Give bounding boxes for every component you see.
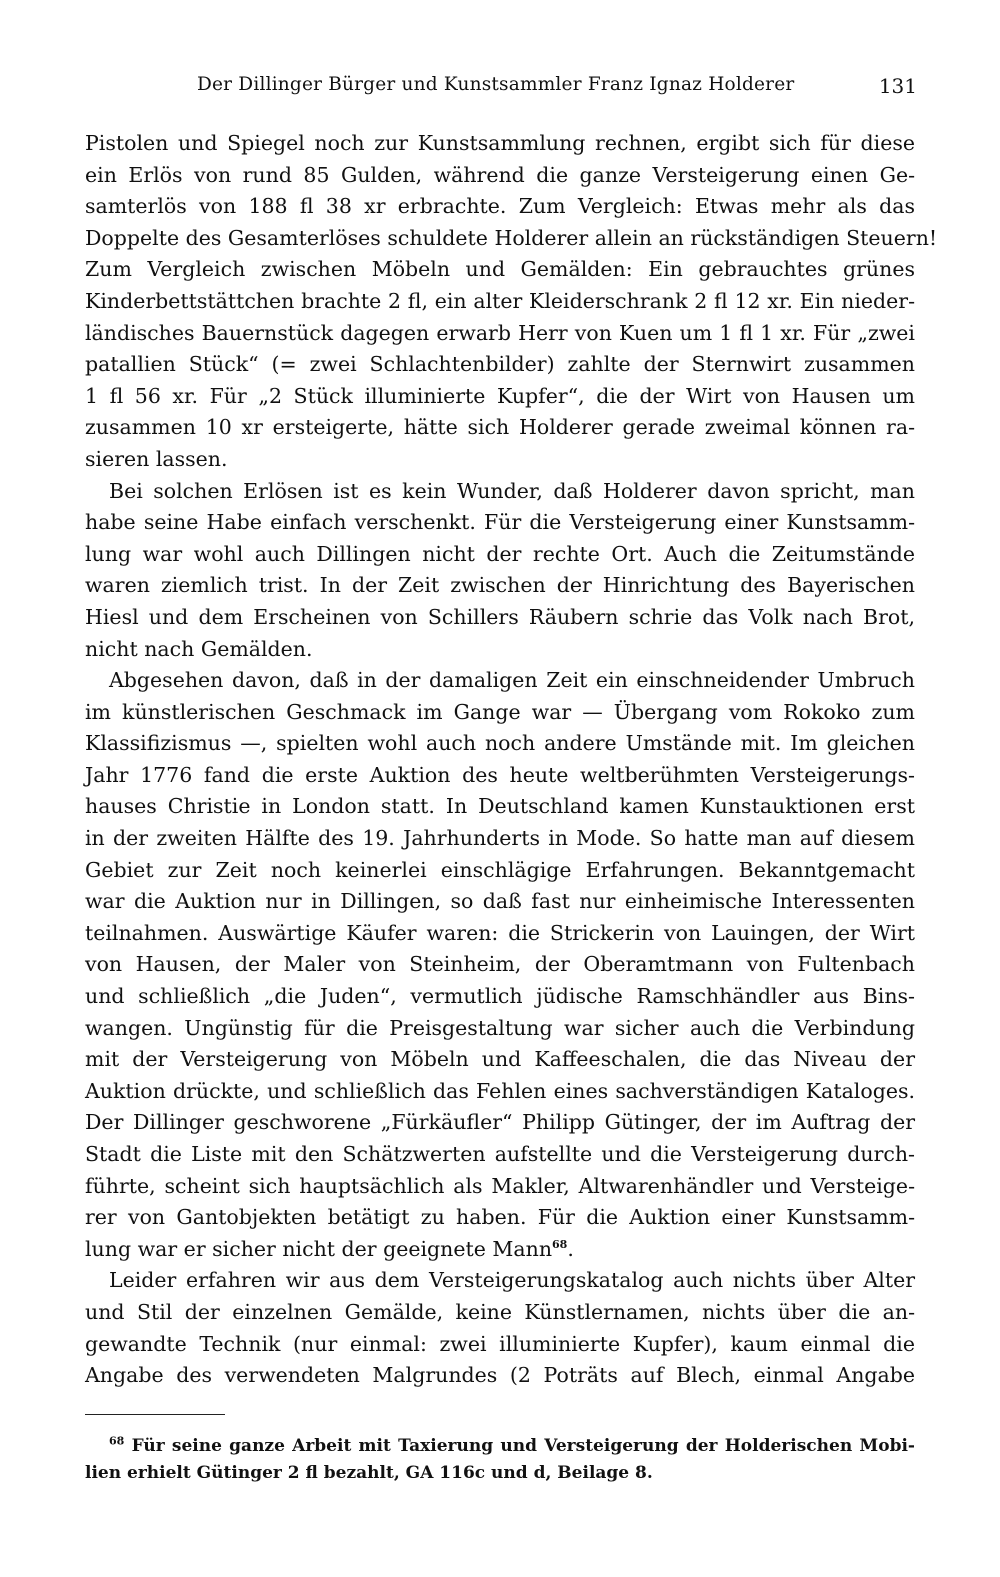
footnote-line	[85, 1433, 915, 1460]
text-line: und schließlich „die Juden“, vermutlich jüdische Ramschhändler aus Bins-	[85, 984, 915, 1009]
text-line: ein Erlös von rund 85 Gulden, während die ganze Versteigerung einen Ge-	[85, 162, 915, 187]
page-header	[197, 74, 917, 104]
text-line: Der Dillinger geschworene „Fürkäufler“ Philipp Gütinger, der im Auftrag der	[85, 1110, 915, 1135]
footnote-reference[interactable]: 68	[552, 1237, 568, 1251]
text-line: habe seine Habe einfach verschenkt. Für die Versteigerung einer Kunstsamm-	[85, 510, 915, 535]
text-line: 1 fl 56 xr. Für „2 Stück illuminierte Kupfer“, die der Wirt von Hausen um	[85, 383, 915, 408]
text-line: Pistolen und Spiegel noch zur Kunstsammlung rechnen, ergibt sich für diese	[85, 131, 915, 155]
text-line: rer von Gantobjekten betätigt zu haben. Für die Auktion einer Kunstsamm-	[85, 1205, 915, 1230]
footnote-line: lien erhielt Gütinger 2 fl bezahlt, GA 116c und d, Beilage 8.	[85, 1463, 653, 1483]
text-line: von Hausen, der Maler von Steinheim, der Oberamtmann von Fultenbach	[85, 952, 915, 977]
text-line: Zum Vergleich zwischen Möbeln und Gemälden: Ein gebrauchtes grünes	[85, 257, 915, 282]
footnote-text: Für seine ganze Arbeit mit Taxierung und Versteigerung der Holderischen Mobi-	[131, 1436, 915, 1456]
text-line: sieren lassen.	[85, 446, 228, 471]
running-title: Der Dillinger Bürger und Kunstsammler Franz Ignaz Holderer	[197, 74, 795, 95]
text-line: patallien Stück“ (= zwei Schlachtenbilder) zahlte der Sternwirt zusammen	[85, 352, 915, 377]
text-line: Hiesl und dem Erscheinen von Schillers Räubern schrie das Volk nach Brot,	[85, 604, 915, 629]
text-line: lung war wohl auch Dillingen nicht der rechte Ort. Auch die Zeitumstände	[85, 541, 915, 566]
text-line: Leider erfahren wir aus dem Versteigerungskatalog auch nichts über Alter	[109, 1268, 915, 1293]
body-text	[85, 128, 938, 1392]
text-line: Abgesehen davon, daß in der damaligen Zeit ein einschneidender Umbruch	[109, 668, 915, 693]
text-line: teilnahmen. Auswärtige Käufer waren: die Strickerin von Lauingen, der Wirt	[85, 920, 915, 945]
text-line: Doppelte des Gesamterlöses schuldete Holderer allein an rückständigen Steuern!	[85, 225, 938, 250]
footnote-divider	[85, 1414, 225, 1415]
text-line: nicht nach Gemälden.	[85, 636, 313, 661]
footnote-number: 68	[109, 1434, 125, 1448]
text-line: hauses Christie in London statt. In Deutschland kamen Kunstauktionen erst	[85, 794, 915, 819]
footnote-reference-trail: .	[567, 1236, 574, 1261]
text-line: und Stil der einzelnen Gemälde, keine Künstlernamen, nichts über die an-	[85, 1299, 915, 1324]
text-line: ländisches Bauernstück dagegen erwarb Herr von Kuen um 1 fl 1 xr. Für „zwei	[85, 320, 915, 345]
text-line-with-footnote	[85, 1234, 915, 1266]
text-line: Kinderbettstättchen brachte 2 fl, ein alter Kleiderschrank 2 fl 12 xr. Ein nieder-	[85, 288, 915, 313]
page-number: 131	[878, 74, 917, 98]
text-line: samterlös von 188 fl 38 xr erbrachte. Zum Vergleich: Etwas mehr als das	[85, 194, 915, 219]
text-line: Auktion drückte, und schließlich das Fehlen eines sachverständigen Kataloges.	[85, 1078, 915, 1103]
text-line: mit der Versteigerung von Möbeln und Kaffeeschalen, die das Niveau der	[85, 1047, 915, 1072]
text-line: Bei solchen Erlösen ist es kein Wunder, daß Holderer davon spricht, man	[109, 478, 915, 503]
text-line: im künstlerischen Geschmack im Gange war — Übergang vom Rokoko zum	[85, 699, 915, 724]
text-line: Klassifizismus —, spielten wohl auch noch andere Umstände mit. Im gleichen	[85, 731, 915, 756]
text-line-content: lung war er sicher nicht der geeignete Mann	[85, 1236, 553, 1261]
footnote	[85, 1433, 915, 1487]
text-line: Gebiet zur Zeit noch keinerlei einschlägige Erfahrungen. Bekanntgemacht	[85, 857, 915, 882]
text-line: Stadt die Liste mit den Schätzwerten aufstellte und die Versteigerung durch-	[85, 1142, 915, 1166]
text-line: führte, scheint sich hauptsächlich als Makler, Altwarenhändler und Versteige-	[85, 1173, 915, 1198]
text-line: war die Auktion nur in Dillingen, so daß fast nur einheimische Interessenten	[85, 889, 915, 914]
text-line: gewandte Technik (nur einmal: zwei illuminierte Kupfer), kaum einmal die	[85, 1331, 915, 1356]
text-line: Angabe des verwendeten Malgrundes (2 Poträts auf Blech, einmal Angabe	[85, 1363, 915, 1388]
text-line: zusammen 10 xr ersteigerte, hätte sich Holderer gerade zweimal können ra-	[85, 415, 915, 440]
text-line: wangen. Ungünstig für die Preisgestaltung war sicher auch die Verbindung	[85, 1015, 915, 1040]
text-line: waren ziemlich trist. In der Zeit zwischen der Hinrichtung des Bayerischen	[85, 573, 915, 598]
text-line: Jahr 1776 fand die erste Auktion des heute weltberühmten Versteigerungs-	[85, 762, 915, 787]
text-line: in der zweiten Hälfte des 19. Jahrhunderts in Mode. So hatte man auf diesem	[85, 826, 915, 851]
